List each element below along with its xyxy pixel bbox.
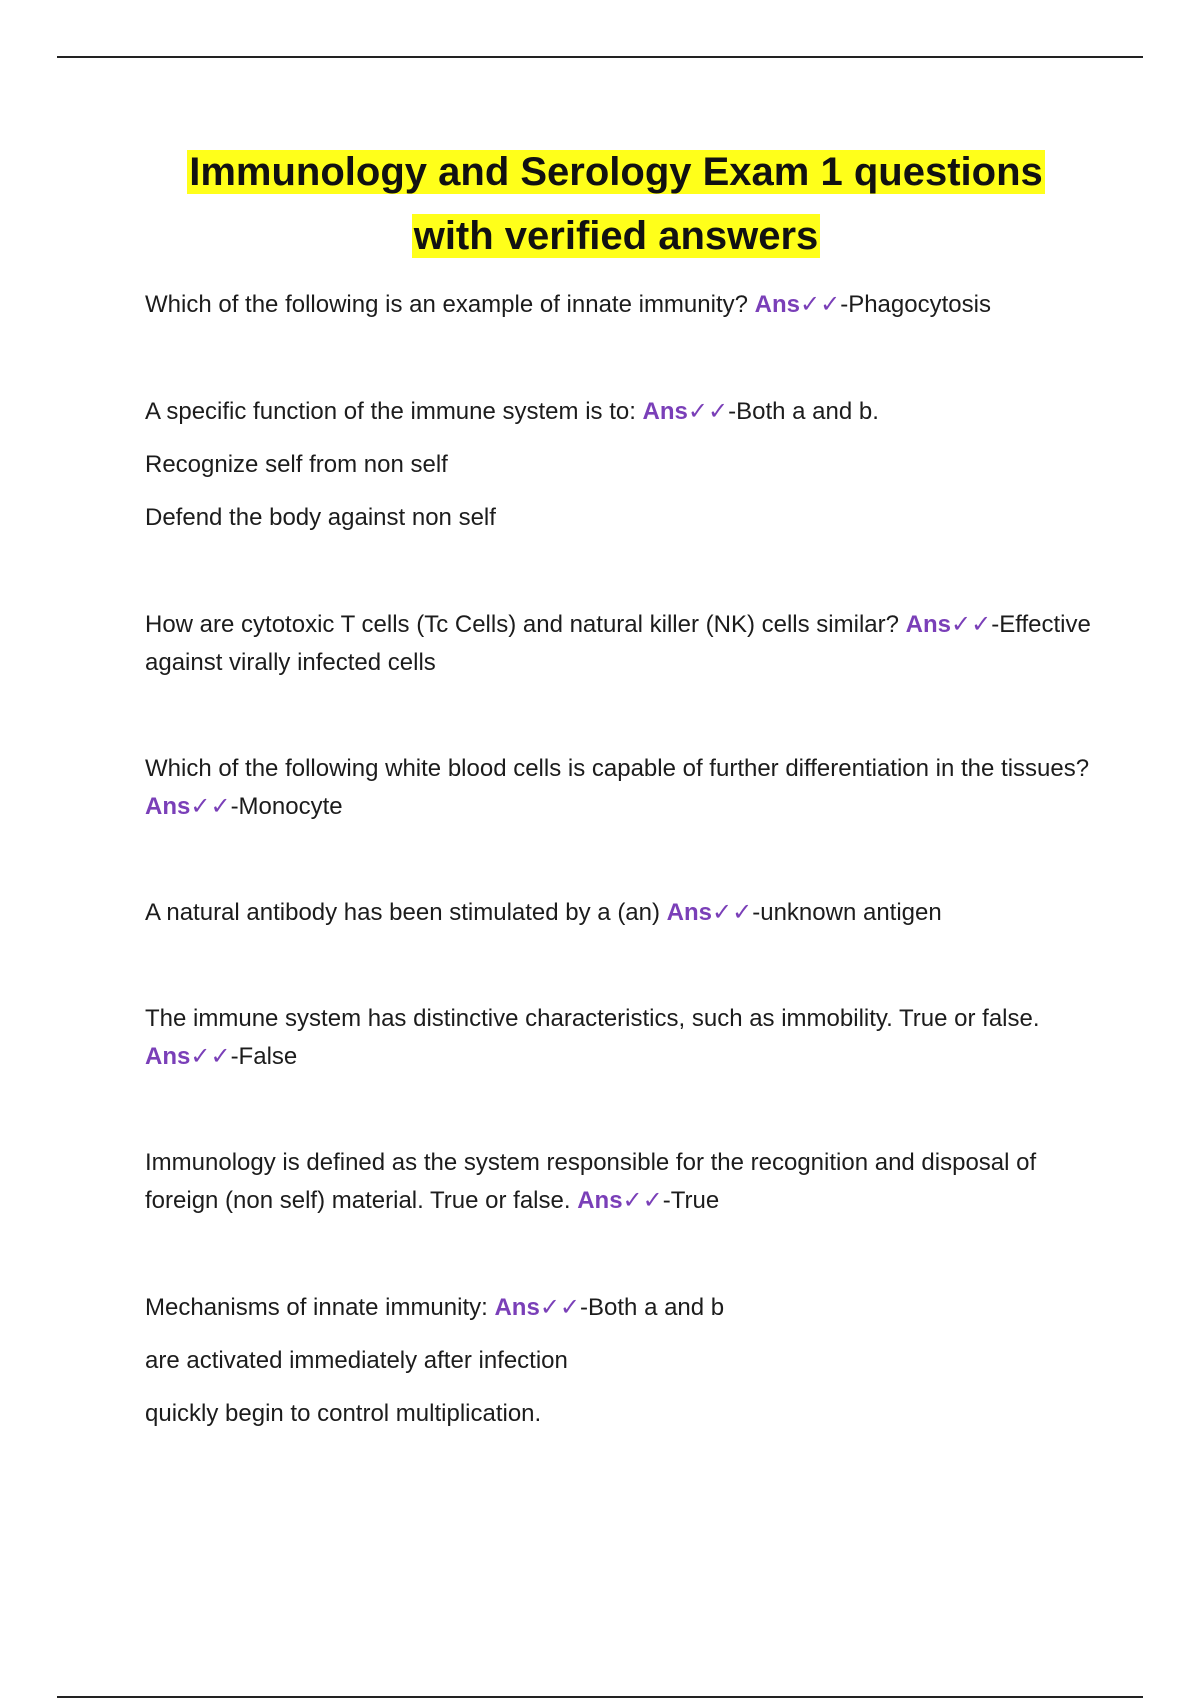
bottom-rule xyxy=(57,1696,1143,1698)
ans-label: Ans xyxy=(494,1294,540,1321)
question-text: Immunology is defined as the system responsible for the recognition and disposal of foreign (non self) material. True or false. xyxy=(145,1149,1037,1214)
check-icon: ✓✓ xyxy=(190,793,231,820)
qa-item-7 xyxy=(145,1144,1095,1220)
check-icon: ✓✓ xyxy=(539,1294,581,1321)
answer-text: -True xyxy=(662,1187,720,1214)
document-title xyxy=(60,140,1172,268)
qa-item-1 xyxy=(145,286,1095,324)
ans-label: Ans xyxy=(145,793,191,820)
qa-item-6 xyxy=(145,1000,1095,1076)
answer-detail: Defend the body against non self xyxy=(145,504,496,531)
ans-label: Ans xyxy=(145,1043,191,1070)
check-icon: ✓✓ xyxy=(190,1043,231,1070)
question-text: Mechanisms of innate immunity: xyxy=(145,1294,488,1321)
check-icon: ✓✓ xyxy=(799,291,841,318)
question-text: The immune system has distinctive characteristics, such as immobility. True or false. xyxy=(145,1005,1040,1032)
check-icon: ✓✓ xyxy=(951,611,992,638)
answer-text: -unknown antigen xyxy=(752,899,942,926)
ans-label: Ans xyxy=(666,899,713,926)
check-icon: ✓✓ xyxy=(622,1187,663,1214)
answer-text: -Monocyte xyxy=(230,793,343,820)
qa-item-2 xyxy=(145,393,1095,431)
top-rule xyxy=(57,56,1143,58)
question-text: How are cytotoxic T cells (Tc Cells) and natural killer (NK) cells similar? xyxy=(145,611,899,638)
answer-detail: are activated immediately after infection xyxy=(145,1347,568,1374)
answer-detail: Recognize self from non self xyxy=(145,451,448,478)
answer-detail: quickly begin to control multiplication. xyxy=(145,1400,542,1427)
qa-list xyxy=(145,286,1095,1433)
answer-text: -Both a and b xyxy=(580,1294,725,1321)
qa-item-5 xyxy=(145,894,1095,932)
title-line-1: Immunology and Serology Exam 1 questions xyxy=(189,150,1043,194)
answer-text: -Both a and b. xyxy=(728,398,879,425)
ans-label: Ans xyxy=(905,611,951,638)
qa-item-4 xyxy=(145,750,1095,826)
check-icon: ✓✓ xyxy=(687,398,729,425)
question-text: A natural antibody has been stimulated by a (an) xyxy=(145,899,660,926)
ans-label: Ans xyxy=(754,291,800,318)
ans-label: Ans xyxy=(642,398,688,425)
ans-label: Ans xyxy=(577,1187,623,1214)
question-text: Which of the following is an example of innate immunity? xyxy=(145,291,748,318)
answer-text: -Effective against virally infected cells xyxy=(145,611,1091,676)
qa-item-8 xyxy=(145,1289,1095,1327)
check-icon: ✓✓ xyxy=(712,899,753,926)
qa-item-3 xyxy=(145,606,1095,682)
question-text: A specific function of the immune system is to: xyxy=(145,398,636,425)
title-line-2: with verified answers xyxy=(413,214,819,258)
question-text: Which of the following white blood cells is capable of further differentiation in the tissues? xyxy=(145,755,1090,782)
answer-text: -Phagocytosis xyxy=(840,291,991,318)
answer-text: -False xyxy=(230,1043,298,1070)
